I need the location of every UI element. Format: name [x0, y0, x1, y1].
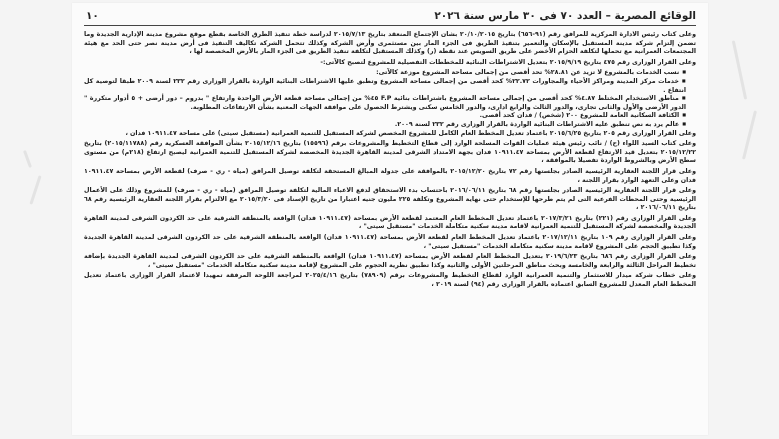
body-paragraph: وعلى القرار الوزارى رقم ٤٧٥ بتاريخ ٢٠١٥/٩/١٩ بتعديل الاشتراطات البنائية للمخططات التفصيلية للمشروع لتصبح كالآتى:-: [320, 58, 696, 66]
right-margin-watermark: [742, 110, 757, 159]
body-paragraph: وعلى القرار الوزارى رقم (٢٢١) بتاريخ ٢٠١٧/٣/٢١ باعتماد تعديل المخطط العام المعتمد لقطعة الأرض بمساحة (١٠٩١١.٤٧ فدان) الواقعة بالمنطقة الشرقية على حد الكردون الشرقى لمدينة القاهرة الجديدة والمخصصة لشركة المستقبل للتنمية العمرانية لاقامة مدينة سكنية متكاملة الخدمات "مستقبل سيتى" ،: [84, 214, 696, 231]
left-margin-watermark: [29, 175, 41, 204]
bullet-item: ■ نسب الخدمات بالمشروع لا تزيد عن ٢٨.٨١% تحد أقصى من إجمالى مساحة المشروع موزعة كالآتى:: [84, 69, 686, 78]
page-number: ١٠: [86, 10, 99, 22]
document-body: [84, 31, 696, 435]
body-paragraph: وعلى قرار اللجنة العقارية الرئيسية الصادر بجلستها رقم ٧٢ بتاريخ ٢٠١٥/١٢/٢٠ بالموافقة على جدولة المبالغ المستحقة لتكلفة توصيل المرافق (مياه - ري - صرف) لقطعة الأرض بمساحة ١٠٩١١.٤٧ فدان وعلى التعهد الوارد بقرار اللجنة ،: [84, 167, 696, 184]
bullet-item: ■ خدمات مركز المدينة ومراكز الأحياء والمجاورات ٢٢.٧٢% كحد أقصى من إجمالى مساحة المشروع وتطبق عليها الاشتراطات البنائية الواردة بالقرار الوزارى رقم ٢٣٢ لسنة ٢٠٠٩ طبقا لتوصية كل انتفاع .: [84, 78, 686, 95]
bullet-item: ■ عالم يرد به نص تنطبق عليه الاشتراطات البنائية الواردة بالقرار الوزارى رقم ٢٣٢ لسنة ٢٠٠٩.: [84, 121, 686, 130]
body-paragraph: وعلى خطاب شركة ميدار للاستثمار والتنمية العمرانية الوارد لقطاع التخطيط والمشروعات برقم (٧٨٩٠٩) بتاريخ ٢٠٢٥/٤/١٦ لمراجعة اللوحة المرفقة تمهيدا لاعتماد القرار الوزارى باعتماد تعديل المخطط العام المعدل للمشروع السابق اعتماده بالقرار الوزارى رقم (٩٤) لسنة ٢٠١٩ ،: [84, 272, 696, 289]
body-paragraph: وعلى كتاب رئيس الادارة المركزية للمرافق رقم (٩١-٦٥٦) بتاريخ ٢٠/١٠/٢٠١٥ بشأن الإجتماع المنعقد بتاريخ ٢٠١٥/٧/١٣ لدراسة خطة تنفيذ الطرق الخاصة بقطع موقع مشروع مدينة الإدارية الجديدة وما تضمن إلتزام شركة مدينة المستقبل بالإسكان والتعمير بتنفيذ الطريق فى الجزء المار بين مستثمرى وأرض الشركة وكذلك تتحمل الشركة تكاليف التنفيذ فى أرض مدينة نصر حتى الحد مع هيئة المجتمعات العمرانية مع تحملها لتكلفة الحزام الأخضر على طريق السويس عند نقطة (ر) وكذلك المستقبل لتكلفة تنفيذ الطريق فى الجزء المار بالأرض المخصصة لها ،: [84, 31, 696, 56]
right-margin-watermark: [732, 40, 747, 99]
body-paragraph: وعلى القرار الوزارى رقم ١٠٩ بتاريخ ٢٠١٧/١٢/١١ باعتماد تعديل المخطط العام لقطعة الأرض بمساحة (١٠٩١١.٤٧ فدان) الواقعة بالمنطقة الشرقية على حد الكردون الشرقى لمدينة القاهرة الجديدة وكذا تطبيق الحجم على المشروع لاقامة مدينة سكنية متكاملة الخدمات "مستقبل سيتى" ،: [84, 234, 696, 250]
header-divider: [84, 25, 696, 26]
body-paragraph: وعلى القرار الوزارى رقم ٢٠٥ بتاريخ ٢٠١٥/٦/٢٥ باعتماد تعديل المخطط العام الكامل للمشروع المخصص لشركة المستقبل للتنمية العمرانية (مستقبل سيتى) على مساحة ١٠٩١١.٤٧ فدان ،: [125, 129, 696, 137]
left-margin-watermark: [23, 150, 32, 168]
body-paragraph: وعلى كتاب السيد اللواء (ح) / نائب رئيس هيئة عمليات القوات المسلحة الوارد إلى قطاع التخطيط والمشروعات برقم (١٥٥٩٦) بتاريخ ٢٠١٥/١٢/١٦ بشأن الموافقة العسكرية رقم (٢٠١٥/١١٧٨٨) بتاريخ ٢٠١٥/١٢/٢٢ بتعديل قيد الارتفاع لقطعة الأرض بمساحة ١٠٩١١.٤٧ فدان بجهة الامتداد الشرقى لمدينة القاهرة الجديدة المخصصة لشركة المستقبل للتنمية العمرانية ليصبح ارتفاع (٢١٨م) من مستوى سطح الأرض وبالشروط الواردة تفصيلا بالموافقة ،: [84, 140, 696, 165]
bullet-item: ■ مناطق الاستخدام المختلط ٤.٨٧% كحد أقصى من إجمالى مساحة المشروع باشتراطات بنائية F.P ٤٥% من إجمالى مساحة قطعة الأرض الواحدة وارتفاع " بدروم – دور أرضى + ٥ أدوار متكررة " الدور الأرضى والأول والثانى تجارى، والدور الثالث والرابع ادارى، والدور الخامس سكنى ويشترط الحصول على موافقة الجهات المعنية بشأن الارتفاعات المطلوبة.: [84, 95, 686, 112]
gazette-title: الوقائع المصرية – العدد ٧٠ فى ٣٠ مارس سنة ٢٠٢٦: [434, 10, 696, 22]
body-paragraph: وعلى القرار الوزارى رقم ٦٨٦ بتاريخ ٢٠١٩/٦/٢٣ بتعديل المخطط العام لقطعة الأرض بمساحة (١٠٩١١.٤٧ فدان) الواقعة بالمنطقة الشرقية على حد الكردون الشرقى لمدينة القاهرة الجديدة بإضافة تخطيط المراحل الثالثة والرابعة والخامسة وبحث مناطق المرحلتين الأولى والثانية وكذا تطبيق نظرية الحجوم على المشروع لإقامة مدينة سكنية متكاملة الخدمات "مستقبل سيتى" ،: [84, 253, 696, 269]
bullet-item: ■ الكثافة السكانية العامة للمشروع ٢٠٠ (شخص) / فدان كحد أقصى.: [84, 112, 686, 121]
page-header: [84, 9, 696, 23]
body-paragraph: وعلى قرار اللجنة العقارية الرئيسية الصادر بجلستها رقم ٦٨ بتاريخ ٢٠١٦/٠٦/١١ باحتساب بدء الاستحقاق لدفع الاعباء المالية لتكلفة توصيل المرافق (مياه - ري - صرف) للمشروع وذلك على الأعمال الرئيسية وحتى المحطات الفرعية التى لم يتم طرحها للإستخدام حتى نهاية المشروع وتكلفة ٢٢٥ مليون جنيه اعتبارا من تاريخ الإسناد فى ٢٠١٥/٣/٢٠ مع الالتزام بقرار اللجنة العقارية الرئيسية رقم ٦٨ بتاريخ ٢٠١٦/٠٦/١١ ،: [84, 187, 696, 212]
